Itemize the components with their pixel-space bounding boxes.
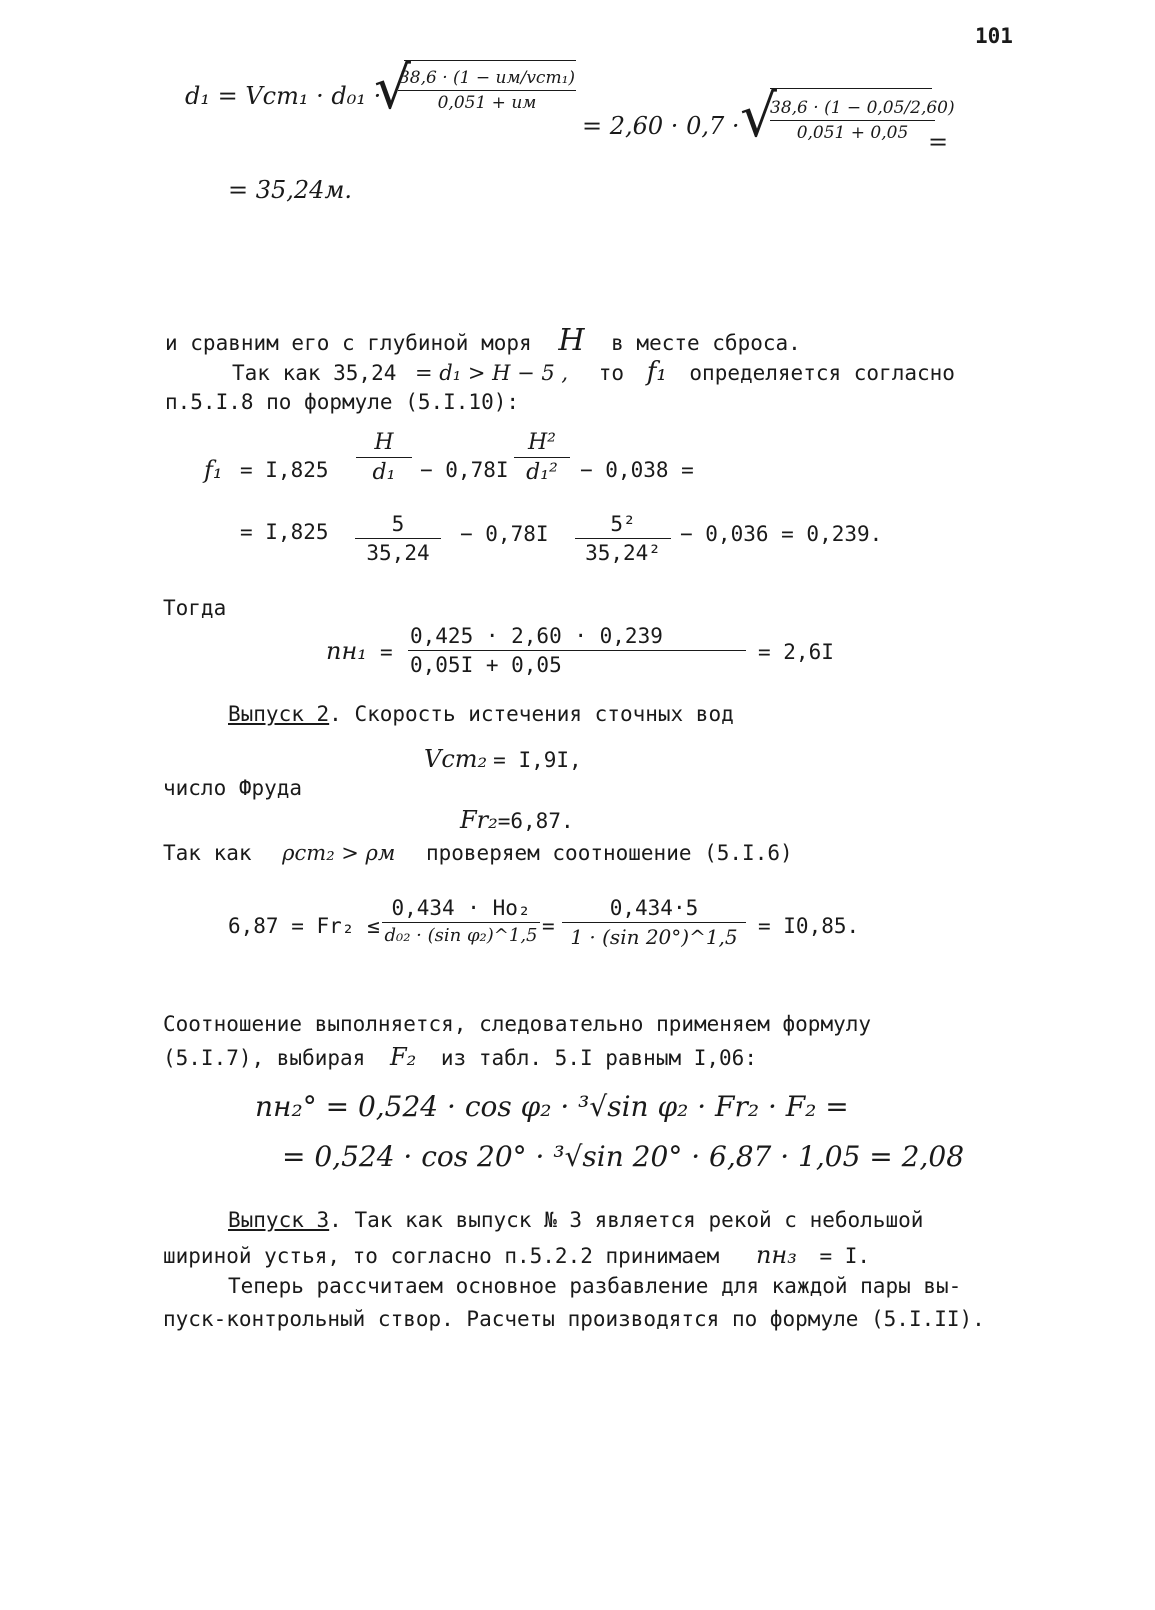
formula-f1-frac-2-den: d₁² [526,460,558,485]
formula-f1-line1-a: = I,825 [240,458,329,482]
formula-f1-line2-c: − 0,036 = 0,239. [680,522,883,546]
formula-f1-frac-1-num: H [356,430,412,458]
paragraph-formula-ref: п.5.I.8 по формуле (5.I.10): [165,390,520,414]
paragraph-ratio-line-1: Соотношение выполняется, следовательно применяем формулу [163,1012,872,1036]
since-mid: то [598,361,625,385]
compare-text: и сравним его с глубиной моря [165,331,532,355]
formula-f1-frac-2-num: H² [514,430,570,458]
formula-f1-frac-3-num: 5 [355,512,441,539]
formula-d1-den-2: 0,051 + 0,05 [796,123,909,143]
formula-check-frac-1 [382,896,540,946]
formula-f1-frac-3 [355,512,441,565]
since2-tail: проверяем соотношение (5.I.6) [425,841,793,865]
v2-value: = I,9I, [493,748,582,772]
formula-n-den: 0,05I + 0,05 [410,653,562,677]
since-lead: Так как 35,24 [232,361,397,385]
formula-f1-frac-1 [356,430,412,485]
ratio-line2-a: (5.I.7), выбирая [163,1046,366,1070]
formula-check-eq: = [542,914,555,938]
sqrt-bar-1 [404,60,576,61]
paragraph-compare [165,323,801,358]
outlet-3-text: . Так как выпуск № 3 является рекой с небольшой [329,1208,924,1232]
formula-n-lhs: nн₁ [326,637,367,665]
sqrt-sign-1: √ [374,54,411,122]
since2-lead: Так как [163,841,252,865]
outlet-2-label: Выпуск 2 [228,702,330,726]
paragraph-ratio-line-2 [163,1043,757,1071]
paragraph-final-line-2: пуск-контрольный створ. Расчеты производятся по формуле (5.I.II). [163,1307,985,1331]
formula-f1-line2-a: = I,825 [240,520,329,544]
formula-d1-result: = 35,24м. [228,176,352,204]
formula-d1-num-2: 38,6 · (1 − 0,05/2,60) [770,98,935,121]
since-tail: определяется согласно [689,361,955,385]
formula-n2-line-2: = 0,524 · cos 20° · ³√sin 20° · 6,87 · 1,05 = 2,08 [282,1140,965,1173]
outlet-2-heading [228,702,734,726]
formula-check-lhs: 6,87 = Fr₂ ≤ [228,914,380,938]
formula-d1-den-1: 0,051 + uм [437,93,537,113]
paragraph-since [232,357,955,387]
outlet-3-line-2 [163,1241,870,1269]
nn3-symbol: nн₃ [755,1241,797,1269]
outlet-3-label: Выпуск 3 [228,1208,330,1232]
depth-symbol: H [558,323,585,358]
formula-f1-lhs: f₁ [204,456,223,484]
froude-label: число Фруда [163,776,303,800]
then-label: Тогда [163,596,227,620]
f1-symbol: f₁ [646,357,667,387]
fr2-line [460,806,574,834]
fr2-symbol: Fr₂ [460,806,498,834]
ratio-line2-b: из табл. 5.I равным I,06: [440,1046,757,1070]
formula-d1-frac-2 [770,98,955,143]
formula-check-frac-2 [562,896,746,949]
formula-check-num-1: 0,434 · Hо₂ [382,896,540,923]
formula-d1-eq: = [928,128,949,156]
f2-symbol: F₂ [389,1043,417,1071]
v2-symbol: Vст₂ [424,745,488,773]
compare-tail: в месте сброса. [611,331,801,355]
sqrt-sign-2: √ [740,82,777,150]
formula-check-den-2: 1 · (sin 20°)^1,5 [570,925,738,949]
paragraph-since-2 [163,841,793,865]
outlet3-line2-a: шириной устья, то согласно п.5.2.2 принимаем [163,1244,720,1268]
formula-f1-frac-4-num: 5² [575,512,671,539]
formula-f1-line1-b: − 0,78I [420,458,509,482]
formula-d1-num-1: 38,6 · (1 − uм/vст₁) [398,68,576,91]
paragraph-final-line-1: Теперь рассчитаем основное разбавление для каждой пары вы- [228,1274,962,1298]
page-number: 101 [975,24,1013,48]
formula-n-frac [408,624,746,677]
formula-n-result: = 2,6I [758,640,834,664]
since2-condition: ρст₂ > ρм [282,841,396,865]
outlet-2-text: . Скорость истечения сточных вод [329,702,734,726]
formula-f1-frac-3-den: 35,24 [366,541,430,565]
formula-check-result: = I0,85. [758,914,860,938]
sqrt-bar-2 [770,88,932,89]
formula-d1-lhs: d₁ = Vст₁ · d₀₁ · [185,82,382,110]
formula-n2-line-1: nн₂° = 0,524 · cos φ₂ · ³√sin φ₂ · Fr₂ · F₂ = [255,1090,849,1123]
outlet-3-heading [228,1208,923,1232]
formula-check-den-1: d₀₂ · (sin φ₂)^1,5 [384,925,538,946]
formula-f1-frac-2 [514,430,570,485]
formula-n-num: 0,425 · 2,60 · 0,239 [408,624,746,651]
outlet3-line2-b: = I. [819,1244,871,1268]
v2-line [424,745,582,773]
formula-f1-frac-4 [575,512,671,565]
formula-f1-frac-4-den: 35,24² [585,541,661,565]
formula-d1-frac-1 [398,68,576,113]
formula-d1-mid: = 2,60 · 0,7 · [582,112,740,140]
formula-n-eq: = [380,640,393,664]
formula-f1-frac-1-den: d₁ [372,460,396,485]
since-condition: = d₁ > H − 5 , [415,361,569,385]
formula-f1-line2-b: − 0,78I [460,522,549,546]
formula-f1-line1-c: − 0,038 = [580,458,694,482]
fr2-value: =6,87. [497,809,574,833]
formula-check-num-2: 0,434·5 [562,896,746,923]
